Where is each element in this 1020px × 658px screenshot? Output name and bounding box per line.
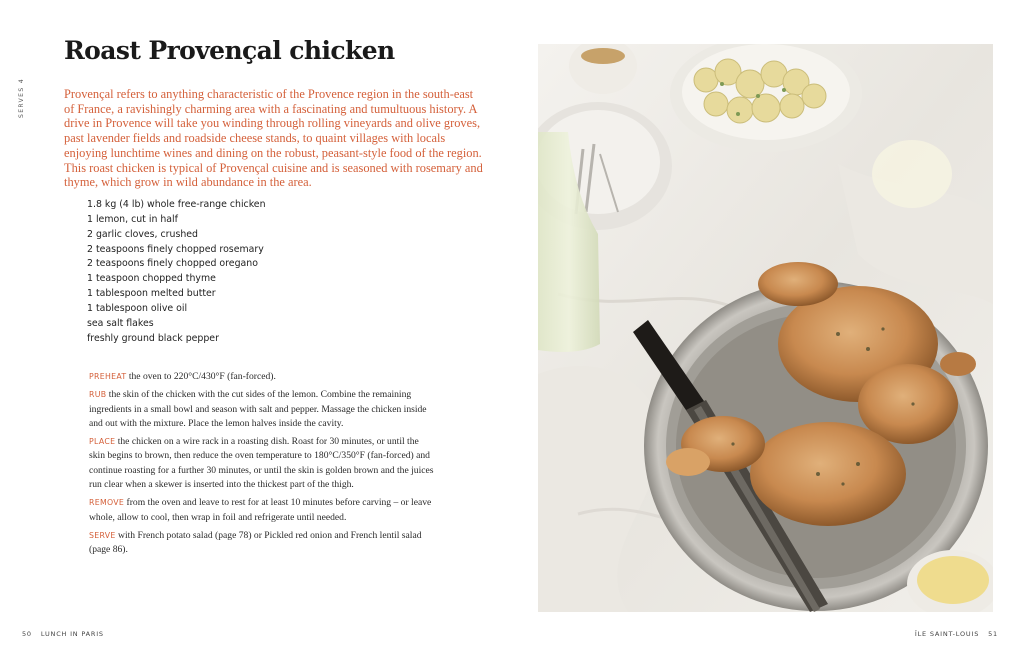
step-keyword: RUB (89, 390, 107, 400)
method-step (89, 529, 434, 558)
step-text: the chicken on a wire rack in a roasting dish. Roast for 30 minutes, or until the skin begins to brown, then reduce the oven temperature to 180°C/350°F (fan-forced) and continue roasting for a further 30 minutes, or until the skin is golden brown and the juices run clear when a skewer is inserted into the thickest part of the thigh. (89, 436, 434, 491)
method-step (89, 388, 434, 431)
recipe-title: Roast Provençal chicken (64, 36, 395, 65)
ingredient-list (87, 198, 266, 346)
chicken-photo (538, 44, 993, 612)
step-keyword: PLACE (89, 437, 116, 447)
left-page-footer (22, 630, 104, 638)
step-keyword: SERVE (89, 530, 116, 540)
step-keyword: PREHEAT (89, 372, 127, 381)
ingredient-item: 2 garlic cloves, crushed (87, 228, 198, 240)
ingredient-item: freshly ground black pepper (87, 332, 219, 344)
method-step (89, 496, 434, 525)
method-step (89, 370, 434, 384)
right-page-footer (915, 630, 998, 638)
recipe-intro: Provençal refers to anything characteristic of the Provence region in the south-east of France, a ravishingly charming area with a fascinating and tumultuous history. A drive in Provence will take you winding through rolling vineyards and olive groves, past lavender fields and roadside cheese stands, to quaint villages with locals enjoying lunchtime wines and dining on the robust, peasant-style food of the region. This roast chicken is typical of Provençal cuisine and is seasoned with rosemary and thyme, which grow in wild abundance in the area. (64, 87, 483, 190)
step-text: the oven to 220°C/430°F (fan-forced). (128, 371, 276, 382)
ingredient-item: 1 teaspoon chopped thyme (87, 273, 216, 285)
section-name: ÎLE SAINT-LOUIS (914, 630, 980, 638)
ingredient-item: 1 tablespoon olive oil (87, 302, 188, 314)
step-text: the skin of the chicken with the cut sides of the lemon. Combine the remaining ingredients in a small bowl and season with salt and pepper. Massage the chicken inside and out with the mixture. Place the lemon halves inside the cavity. (89, 389, 427, 429)
ingredient-item: 1.8 kg (4 lb) whole free-range chicken (87, 199, 266, 210)
ingredient-item: 2 teaspoons finely chopped rosemary (87, 243, 264, 255)
step-text: with French potato salad (page 78) or Pickled red onion and French lentil salad (page 86). (89, 529, 422, 556)
ingredient-item: 1 tablespoon melted butter (87, 288, 216, 300)
step-text: from the oven and leave to rest for at least 10 minutes before carving – or leave whole, allow to cool, then wrap in foil and refrigerate until needed. (89, 497, 432, 523)
serves-label: SERVES 4 (18, 77, 25, 118)
ingredient-item: 2 teaspoons finely chopped oregano (87, 258, 258, 270)
ingredient-item: sea salt flakes (87, 317, 154, 329)
method-steps (89, 370, 434, 562)
page-number: 50 (22, 630, 32, 638)
section-name: LUNCH IN PARIS (40, 630, 104, 638)
page-number: 51 (988, 630, 998, 638)
ingredient-item: 1 lemon, cut in half (87, 213, 178, 225)
step-keyword: REMOVE (89, 498, 125, 508)
method-step (89, 435, 434, 492)
